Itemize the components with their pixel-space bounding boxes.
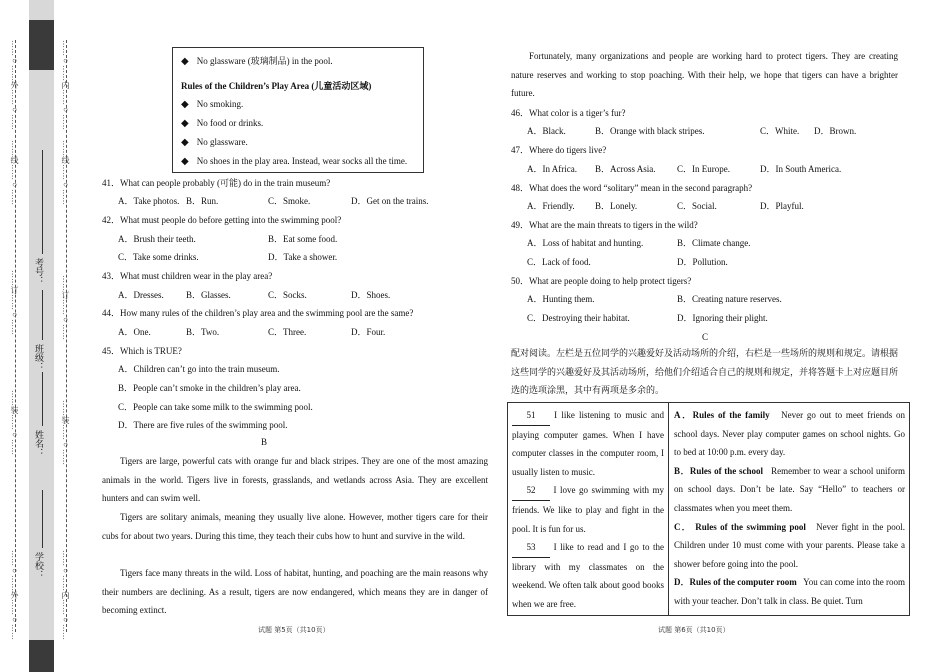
- rules-box: [172, 47, 424, 173]
- question-46: 46．What color is a tiger’s fur?: [511, 108, 626, 118]
- option: B．People can’t smoke in the children’s play area.: [118, 383, 301, 393]
- field-line: [42, 490, 43, 548]
- option: C．Lack of food.: [527, 257, 591, 267]
- binding-block-top: [29, 20, 54, 70]
- strip-outer-label: ……○……外……○……: [10, 40, 19, 130]
- question-42: 42．What must people do before getting into the swimming pool?: [102, 215, 342, 225]
- rule-option-c: C． Rules of the swimming pool Never fight in the pool. Children under 10 must come with your parents. Please take a shower before going into the pool.: [674, 521, 905, 569]
- question-41: 41．What can people probably (可能) do in the train museum?: [102, 178, 331, 188]
- matching-table: [507, 402, 910, 616]
- option: C．Take some drinks.: [118, 252, 199, 262]
- matching-instructions: 配对阅读。左栏是五位同学的兴趣爱好及活动场所的介绍，右栏是一些场所的规则和规定。请根据这些同学的兴趣爱好及其活动场所，给他们介绍适合自己的规则和规定，并将答题卡上对应题目所选的选项涂黑，其中有两项是多余的。: [511, 349, 899, 396]
- passage-paragraph: Tigers are large, powerful cats with orange fur and black stripes. They are one of the most amazing animals in the world. Tigers live in forests, grasslands, and wetlands across Asia. They are excellent hunters and can swim well.: [102, 456, 488, 503]
- option: C．In Europe.: [677, 164, 730, 174]
- question-49: 49．What are the main threats to tigers in the wild?: [511, 220, 698, 230]
- section-b-heading: B: [261, 437, 268, 447]
- strip-inner-label: ……装……○……: [61, 400, 70, 465]
- diamond-bullet-icon: ◆: [181, 156, 189, 167]
- option: D．Get on the trains.: [351, 196, 429, 206]
- option: A．Hunting them.: [527, 294, 595, 304]
- match-item-53: 53 I like to read and I go to the library with my classmates on the weekend. We often talk about good books when we are free.: [512, 538, 664, 613]
- strip-outer-label: ……线……○……: [10, 140, 19, 205]
- match-item-51: 51 I like listening to music and playing computer games. When I have computer classes in the computer room, I usually listen to music.: [512, 406, 664, 481]
- strip-outer-label: ……装……○……: [10, 390, 19, 455]
- strip-inner-label: ……○……内……○……: [61, 40, 70, 130]
- question-47: 47．Where do tigers live?: [511, 145, 607, 155]
- option: B．Creating nature reserves.: [677, 294, 782, 304]
- option: C．Destroying their habitat.: [527, 313, 630, 323]
- match-left-column: [512, 406, 664, 614]
- diamond-bullet-icon: ◆: [181, 118, 189, 129]
- rule-item: ◆ No glassware (玻璃制品) in the pool.: [181, 56, 333, 67]
- option: A．Children can’t go into the train museum.: [118, 364, 280, 374]
- option: B．Eat some food.: [268, 234, 338, 244]
- field-line: [42, 372, 43, 426]
- option: C．Socks.: [268, 290, 307, 300]
- option: B．Run.: [186, 196, 219, 206]
- diamond-bullet-icon: ◆: [181, 99, 189, 110]
- match-right-column: [674, 406, 905, 611]
- option: A．Loss of habitat and hunting.: [527, 238, 644, 248]
- question-45: 45．Which is TRUE?: [102, 346, 182, 356]
- rule-item: ◆ No glassware.: [181, 137, 248, 148]
- option: A．Take photos.: [118, 196, 180, 206]
- page-footer: 试题 第5页（共10页）: [258, 626, 330, 634]
- rule-option-b: B．Rules of the school Remember to wear a school uniform on school days. Don’t be late. Say “Hello” to teachers or classmates when you meet them.: [674, 465, 906, 513]
- strip-outer-label: ……订……○……: [10, 270, 19, 335]
- option: C．People can take some milk to the swimming pool.: [118, 402, 313, 412]
- option: B．Two.: [186, 327, 220, 337]
- option: B．Glasses.: [186, 290, 231, 300]
- passage-paragraph: Tigers face many threats in the wild. Loss of habitat, hunting, and poaching are the main reasons why their numbers are declining. As a result, tigers are now endangered, which means they are in danger of becoming extinct.: [102, 568, 488, 615]
- option: D．Playful.: [760, 201, 804, 211]
- option: A．Friendly.: [527, 201, 575, 211]
- question-48: 48．What does the word “solitary” mean in the second paragraph?: [511, 183, 753, 193]
- section-c-heading: C: [702, 332, 709, 342]
- option: B．Orange with black stripes.: [595, 126, 705, 136]
- option: D．Take a shower.: [268, 252, 338, 262]
- question-50: 50．What are people doing to help protect tigers?: [511, 276, 692, 286]
- option: D．Shoes.: [351, 290, 391, 300]
- strip-inner-label: ……线……○……: [61, 140, 70, 205]
- option: B．Across Asia.: [595, 164, 656, 174]
- strip-inner-label: ……○……内……○……: [61, 550, 70, 640]
- strip-inner-label: ……订……○……: [61, 275, 70, 340]
- strip-outer-label: ……○……外……○……: [10, 550, 19, 640]
- option: D．Pollution.: [677, 257, 728, 267]
- option: A．Dresses.: [118, 290, 164, 300]
- option: D．In South America.: [760, 164, 842, 174]
- field-exam-number: 考号：: [34, 258, 44, 285]
- option: A．Brush their teeth.: [118, 234, 196, 244]
- rule-item: ◆ No smoking.: [181, 99, 244, 110]
- option: A．In Africa.: [527, 164, 577, 174]
- option: C．Smoke.: [268, 196, 311, 206]
- option: C．Three.: [268, 327, 307, 337]
- match-item-52: 52 I love go swimming with my friends. We like to play and fight in the pool. It is fun for us.: [512, 481, 664, 538]
- field-class: 班级：: [34, 344, 44, 371]
- option: B．Lonely.: [595, 201, 638, 211]
- passage-paragraph: Fortunately, many organizations and people are working hard to protect tigers. They are creating nature reserves and working to stop poaching. With their help, we hope that tigers can have a brighter future.: [511, 51, 898, 98]
- field-school: 学校：: [34, 552, 44, 579]
- passage-paragraph: Tigers are solitary animals, meaning they usually live alone. However, mother tigers care for their cubs for about two years. During this time, they teach their cubs how to hunt and survive in the wild.: [102, 512, 488, 541]
- question-43: 43．What must children wear in the play area?: [102, 271, 273, 281]
- option: A．One.: [118, 327, 151, 337]
- rule-item: ◆ No food or drinks.: [181, 118, 264, 129]
- option: A．Black.: [527, 126, 566, 136]
- option: B．Climate change.: [677, 238, 751, 248]
- option: C．Social.: [677, 201, 717, 211]
- table-divider: [668, 403, 669, 615]
- diamond-bullet-icon: ◆: [181, 56, 189, 67]
- rule-option-d: D．Rules of the computer room You can come into the room with your teacher. Don’t talk in class. Be quiet. Turn: [674, 577, 905, 606]
- field-line: [42, 150, 43, 254]
- page-footer: 试题 第6页（共10页）: [658, 626, 730, 634]
- option: C．White.: [760, 126, 800, 136]
- field-line: [42, 290, 43, 340]
- option: D．There are five rules of the swimming pool.: [118, 420, 288, 430]
- option: D．Four.: [351, 327, 386, 337]
- rule-option-a: A．Rules of the family Never go out to meet friends on school days. Never play computer games on school nights. Go to bed at 10:00 p.m. every day.: [674, 410, 906, 458]
- rule-item: ◆ No shoes in the play area. Instead, wear socks all the time.: [181, 156, 408, 167]
- option: D．Brown.: [814, 126, 857, 136]
- diamond-bullet-icon: ◆: [181, 137, 189, 148]
- rules-box-title: Rules of the Children’s Play Area (儿童活动区域): [181, 81, 372, 91]
- question-44: 44．How many rules of the children’s play area and the swimming pool are the same?: [102, 308, 414, 318]
- option: D．Ignoring their plight.: [677, 313, 768, 323]
- binding-block-bottom: [29, 640, 54, 672]
- field-name: 姓名：: [34, 430, 44, 457]
